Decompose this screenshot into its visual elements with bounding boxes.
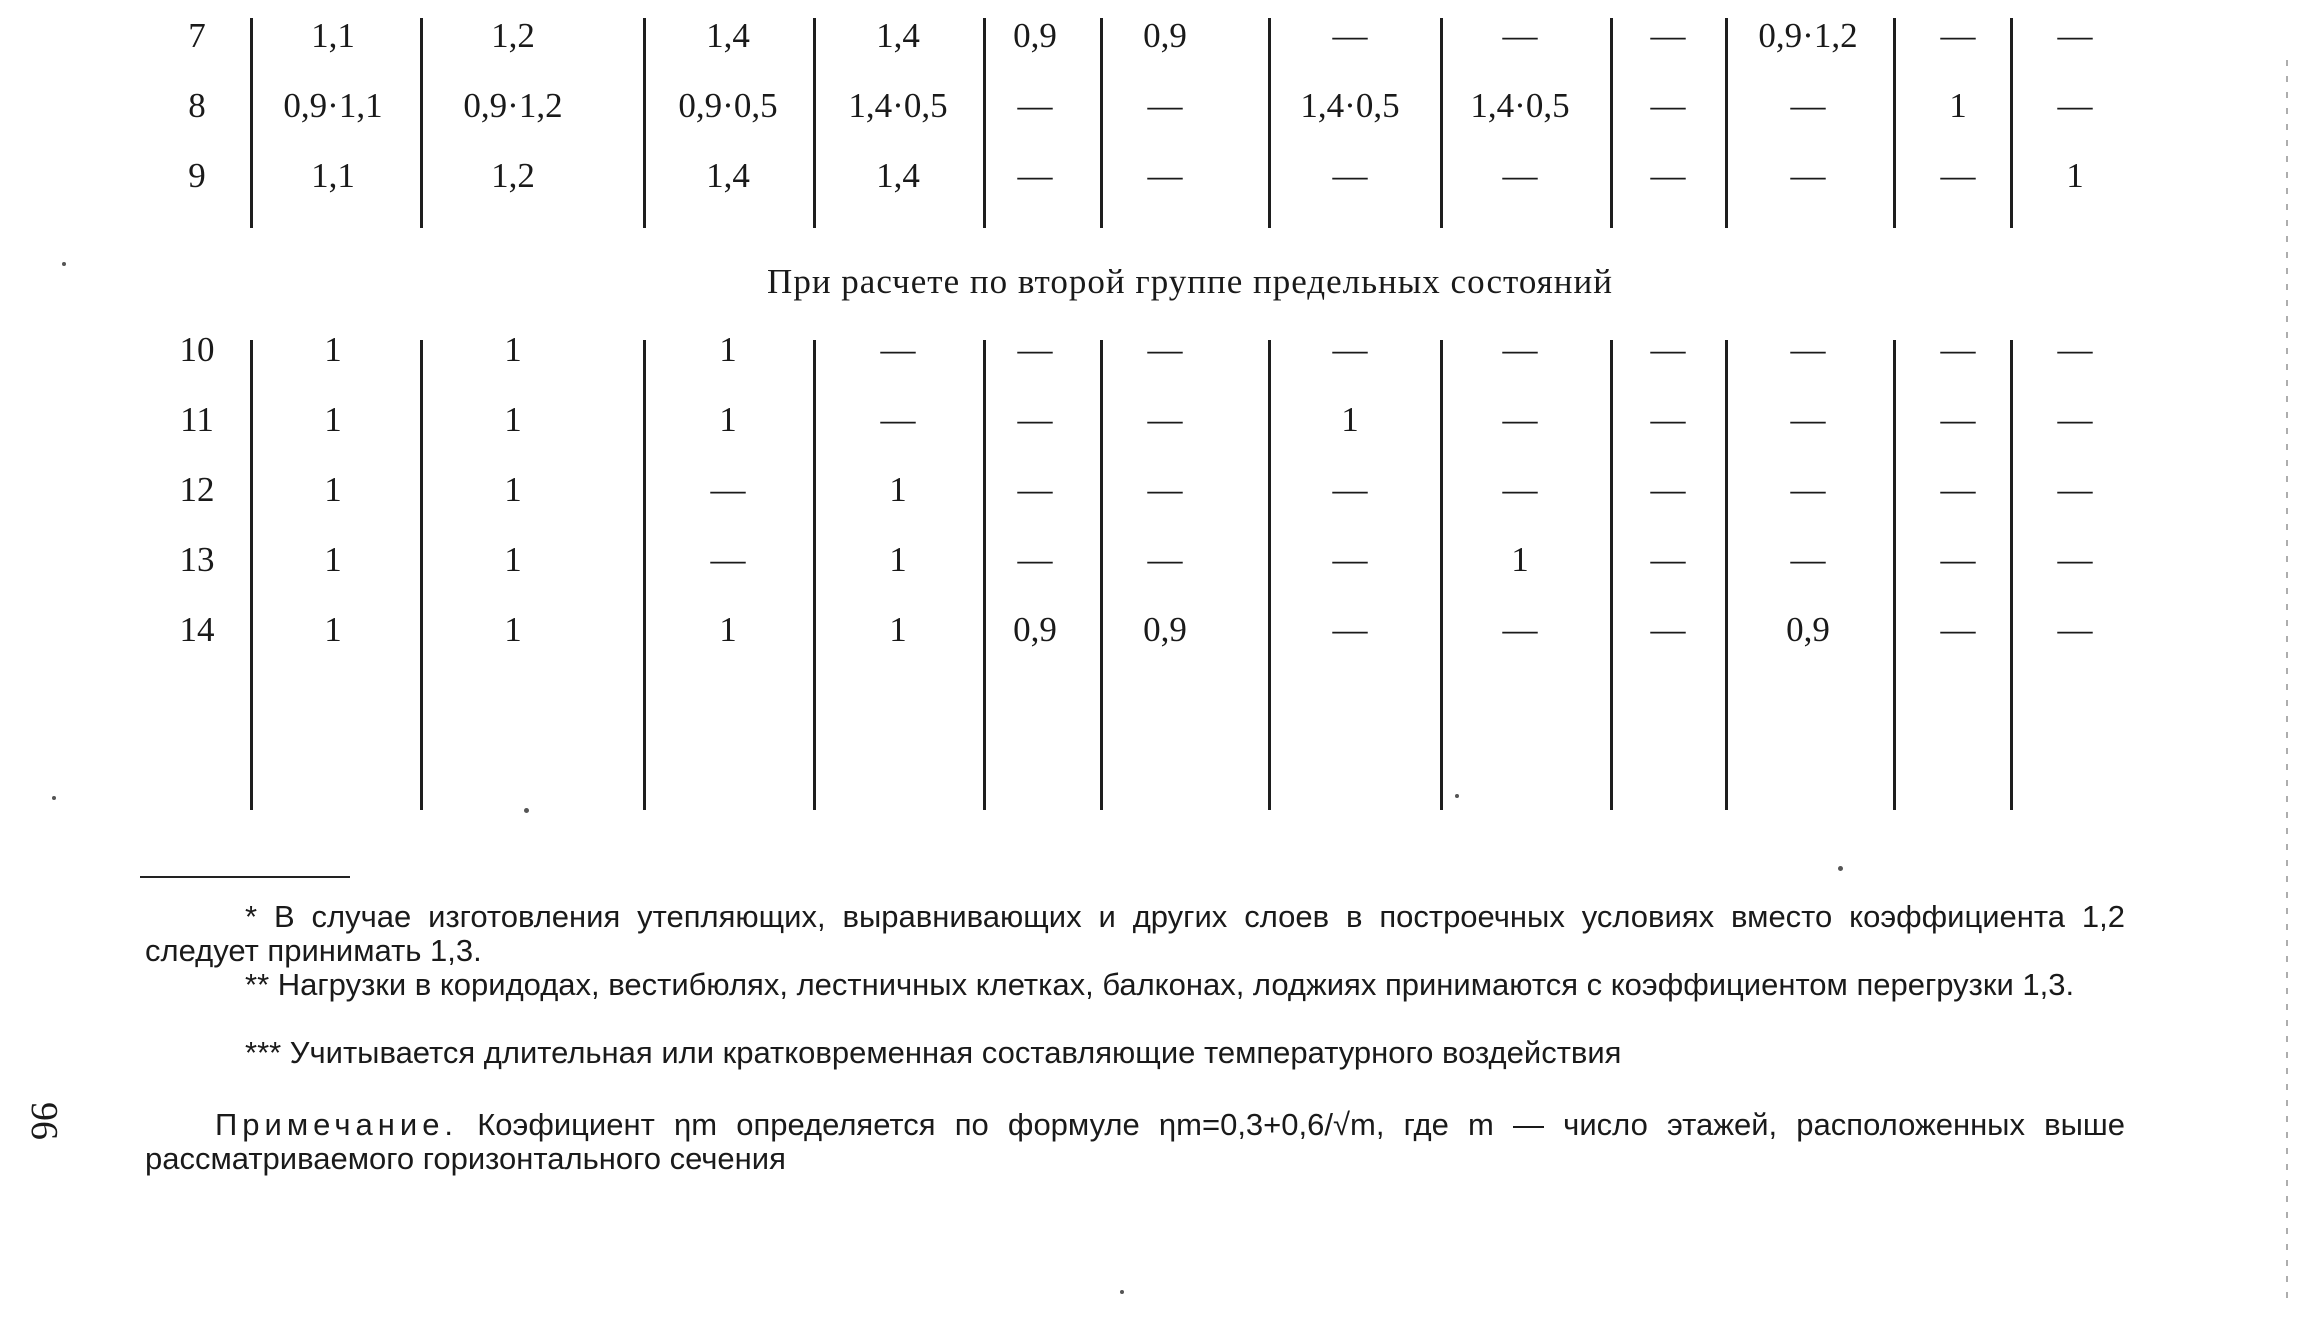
scan-edge-artifact [2286,60,2288,1300]
column-rule-upper [813,18,816,228]
table-cell: — [880,400,916,439]
table-cell: — [1650,156,1686,195]
table-cell: 1,1 [311,156,355,195]
table-cell: — [1017,156,1053,195]
footnote-3 [145,1036,2125,1070]
table-cell: — [1017,470,1053,509]
column-rule-upper [643,18,646,228]
footnote-1-text: * В случае изготовления утепляющих, выравнивающих и других слоев в построечных условиях вместо коэффициента 1,2 следует принимать 1,3. [145,899,2125,968]
section-heading: При расчете по второй группе предельных состояний [767,262,1613,301]
table-cell: 1,4·0,5 [848,86,948,125]
table-cell: 1 [889,540,907,579]
table-cell: — [1790,156,1826,195]
table-cell: 0,9 [1143,16,1187,55]
column-rule-lower [643,340,646,810]
table-cell: — [1790,540,1826,579]
table-cell: — [1017,540,1053,579]
footnote-1 [145,900,2125,968]
row-number: 12 [179,470,215,509]
table-cell: — [880,330,916,369]
note-label: Примечание. [215,1107,459,1142]
table-cell: — [1650,86,1686,125]
table-cell: 0,9 [1786,610,1830,649]
table-cell: — [1502,470,1538,509]
table-cell: 1 [889,470,907,509]
table-cell: — [1147,470,1183,509]
footnote-separator [140,876,350,878]
table-cell: 1 [889,610,907,649]
table-cell: — [1147,156,1183,195]
footnote-2-text: ** Нагрузки в коридодах, вестибюлях, лестничных клетках, балконах, лоджиях принимаются с коэффициентом перегрузки 1,3. [245,967,2075,1002]
table-cell: — [1940,156,1976,195]
table-cell: 1 [1511,540,1529,579]
row-number: 10 [179,330,215,369]
table-cell: 1,4 [876,16,920,55]
table-cell: 1,4 [706,156,750,195]
table-cell: — [710,470,746,509]
table-cell: — [1502,16,1538,55]
table-cell: 0,9 [1013,16,1057,55]
table-cell: 0,9 [1143,610,1187,649]
table-cell: — [1502,330,1538,369]
row-number: 8 [188,86,206,125]
table-cell: — [1650,16,1686,55]
table-cell: 1 [504,610,522,649]
table-cell: — [2057,400,2093,439]
row-number: 14 [179,610,215,649]
footnote-3-text: *** Учитывается длительная или кратковременная составляющие температурного воздействия [245,1035,1622,1070]
table-cell: 1,1 [311,16,355,55]
table-cell: 0,9 [1013,610,1057,649]
table-cell: — [2057,610,2093,649]
table-cell: 1 [504,540,522,579]
table-cell: — [1332,540,1368,579]
row-number: 9 [188,156,206,195]
table-cell: 1,2 [491,16,535,55]
column-rule-upper [420,18,423,228]
note-text: Коэфициент ηm определяется по формуле ηm=0,3+0,6/√m, где m — число этажей, расположенных выше рассматриваемого горизонтального сечения [145,1107,2125,1176]
table-cell: — [1332,156,1368,195]
table-cell: — [1940,470,1976,509]
table-cell: — [1940,400,1976,439]
table-cell: 1 [324,470,342,509]
table-cell: — [1147,400,1183,439]
table-cell: — [1017,330,1053,369]
table-cell: 1 [1949,86,1967,125]
table-cell: 1 [719,400,737,439]
table-cell: — [1650,540,1686,579]
table-cell: — [1650,400,1686,439]
page-number: 96 [23,1102,65,1140]
table-cell: 0,9·1,2 [1758,16,1858,55]
table-cell: — [1650,610,1686,649]
table-cell: — [1790,330,1826,369]
table-cell: 1 [2066,156,2084,195]
table-cell: 1 [504,470,522,509]
table-cell: — [1502,610,1538,649]
table-cell: 1,4 [876,156,920,195]
scan-speck [1120,1290,1124,1294]
table-cell: — [1790,470,1826,509]
table-cell: — [1940,610,1976,649]
table-cell: — [2057,540,2093,579]
table-cell: 1 [324,540,342,579]
table-cell: — [1147,86,1183,125]
table-cell: — [2057,470,2093,509]
table-cell: 1 [1341,400,1359,439]
table-cell: 1,4 [706,16,750,55]
table-cell: — [1332,330,1368,369]
table-cell: — [1017,86,1053,125]
table-cell: — [1650,470,1686,509]
table-cell: 1,4·0,5 [1300,86,1400,125]
table-cell: — [2057,86,2093,125]
column-rule-lower [813,340,816,810]
note-paragraph [145,1108,2125,1176]
row-number: 11 [180,400,214,439]
table-cell: — [1940,16,1976,55]
row-number: 7 [188,16,206,55]
table-cell: — [1017,400,1053,439]
table-cell: — [2057,16,2093,55]
table-cell: — [1147,330,1183,369]
table-cell: 0,9·0,5 [678,86,778,125]
footnote-2 [145,968,2125,1002]
scan-speck [52,796,56,800]
table-cell: — [1940,540,1976,579]
column-rule-lower [420,340,423,810]
table-cell: — [1147,540,1183,579]
table-cell: — [1650,330,1686,369]
table-cell: 1 [324,330,342,369]
table-cell: 1,4·0,5 [1470,86,1570,125]
table-cell: — [1940,330,1976,369]
table-cell: 1 [719,330,737,369]
table-cell: — [2057,330,2093,369]
table-cell: — [710,540,746,579]
scan-speck [524,808,529,813]
table-cell: 0,9·1,1 [283,86,383,125]
table-cell: 1 [504,400,522,439]
table-cell: — [1332,470,1368,509]
table-cell: — [1790,86,1826,125]
scan-speck [62,262,66,266]
table-cell: — [1502,400,1538,439]
scan-speck [1455,794,1459,798]
table-cell: — [1790,400,1826,439]
table-cell: 1,2 [491,156,535,195]
table-cell: 1 [719,610,737,649]
table-cell: 1 [324,400,342,439]
table-cell: — [1502,156,1538,195]
table-cell: — [1332,16,1368,55]
table-cell: 0,9·1,2 [463,86,563,125]
table-cell: 1 [504,330,522,369]
scan-speck [1838,866,1843,871]
table-cell: — [1332,610,1368,649]
row-number: 13 [179,540,215,579]
table-cell: 1 [324,610,342,649]
